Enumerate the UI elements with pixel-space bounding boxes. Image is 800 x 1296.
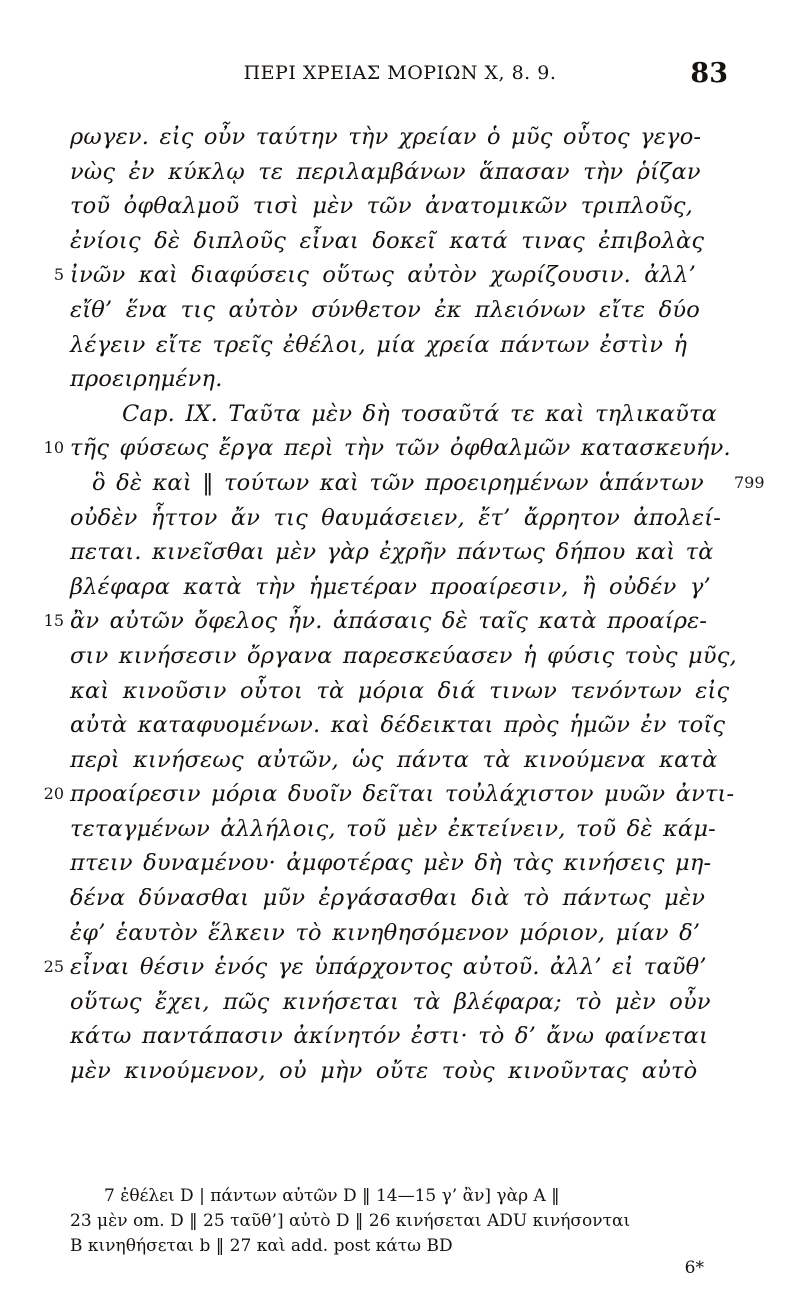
text-line — [70, 328, 730, 363]
apparatus-line: 23 μὲν om. D ‖ 25 ταῦθ’] αὐτὸ D ‖ 26 κινήσεται ADU κινήσονται — [70, 1211, 631, 1231]
line-text: σιν κινήσεσιν ὄργανα παρεσκεύασεν ἡ φύσις τοὺς μῦς, — [70, 642, 737, 669]
text-line — [70, 224, 730, 259]
document-page — [0, 58, 800, 1296]
text-line — [70, 189, 730, 224]
text-line — [70, 501, 730, 536]
main-text-block — [43, 120, 765, 1089]
line-text: τοῦ ὀφθαλμοῦ τισὶ μὲν τῶν ἀνατομικῶν τριπλοῦς, — [70, 193, 694, 220]
line-text: εἴθ’ ἕνα τις αὐτὸν σύνθετον ἐκ πλειόνων εἴτε δύο — [70, 296, 700, 323]
line-text: οὐδὲν ἧττον ἄν τις θαυμάσειεν, ἔτ’ ἄρρητον ἀπολεί- — [70, 504, 722, 531]
text-line — [70, 155, 730, 190]
line-text: προειρημένη. — [70, 366, 223, 393]
line-text: πεται. κινεῖσθαι μὲν γὰρ ἐχρῆν πάντως δήπου καὶ τὰ — [70, 539, 714, 566]
text-line — [70, 985, 730, 1020]
line-text: ρωγεν. εἰς οὖν ταύτην τὴν χρείαν ὁ μῦς οὗτος γεγο- — [70, 124, 702, 150]
text-line — [70, 674, 730, 709]
line-text: πτειν δυναμένου· ἀμφοτέρας μὲν δὴ τὰς κινήσεις μη- — [70, 850, 712, 877]
line-text: νὼς ἐν κύκλῳ τε περιλαμβάνων ἅπασαν τὴν ῥίζαν — [70, 158, 701, 185]
text-line — [43, 950, 730, 985]
signature-mark: 6* — [684, 1258, 704, 1278]
text-line — [70, 120, 730, 155]
line-text: προαίρεσιν μόρια δυοῖν δεῖται τοὐλάχιστον μυῶν ἀντι- — [70, 781, 735, 808]
text-line — [70, 881, 730, 916]
text-line — [43, 604, 730, 639]
line-text: βλέφαρα κατὰ τὴν ἡμετέραν προαίρεσιν, ἢ οὐδέν γ’ — [70, 573, 711, 600]
line-text: οὕτως ἔχει, πῶς κινήσεται τὰ βλέφαρα; τὸ μὲν οὖν — [70, 988, 711, 1015]
running-title: ΠΕΡΙ ΧΡΕΙΑΣ ΜΟΡΙΩΝ Χ, 8. 9. — [243, 62, 557, 84]
text-line — [70, 846, 730, 881]
page-header — [0, 58, 800, 96]
text-line — [53, 258, 730, 293]
text-line — [70, 708, 730, 743]
margin-reference: 799 — [734, 472, 765, 492]
text-line — [70, 639, 737, 674]
line-text: ἐνίοις δὲ διπλοῦς εἶναι δοκεῖ κατά τινας ἐπιβολὰς — [70, 227, 705, 254]
line-text: εἶναι θέσιν ἑνός γε ὑπάρχοντος αὐτοῦ. ἀλλ’ εἰ ταῦθ’ — [70, 954, 707, 981]
text-line — [70, 535, 730, 570]
line-number: 5 — [53, 265, 64, 285]
line-text: αὐτὰ καταφυομένων. καὶ δέδεικται πρὸς ἡμῶν ἐν τοῖς — [70, 712, 726, 739]
line-text: ὃ δὲ καὶ ‖ τούτων καὶ τῶν προειρημένων ἁπάντων — [92, 469, 704, 496]
line-text: περὶ κινήσεως αὐτῶν, ὡς πάντα τὰ κινούμενα κατὰ — [70, 746, 718, 773]
text-line — [70, 916, 730, 951]
line-text: τῆς φύσεως ἔργα περὶ τὴν τῶν ὀφθαλμῶν κατασκευήν. — [70, 435, 731, 462]
line-text: ἂν αὐτῶν ὄφελος ἦν. ἁπάσαις δὲ ταῖς κατὰ προαίρε- — [70, 608, 708, 635]
text-line — [43, 777, 735, 812]
line-text: τεταγμένων ἀλλήλοις, τοῦ μὲν ἐκτείνειν, τοῦ δὲ κάμ- — [70, 815, 716, 842]
line-number: 15 — [43, 611, 64, 631]
line-text: μὲν κινούμενον, οὐ μὴν οὔτε τοὺς κινοῦντας αὐτὸ — [70, 1058, 698, 1085]
line-text: ἐφ’ ἑαυτὸν ἕλκειν τὸ κινηθησόμενον μόριον, μίαν δ’ — [70, 919, 701, 946]
text-line — [70, 362, 730, 397]
line-text: ἰνῶν καὶ διαφύσεις οὕτως αὐτὸν χωρίζουσιν. ἀλλ’ — [70, 262, 696, 289]
line-number: 25 — [43, 957, 64, 977]
line-number: 10 — [43, 438, 64, 458]
line-text: Cap. IX. Ταῦτα μὲν δὴ τοσαῦτά τε καὶ τηλικαῦτα — [122, 400, 718, 427]
line-number: 20 — [43, 784, 64, 804]
text-line — [70, 812, 730, 847]
text-line — [70, 466, 765, 501]
line-text: δένα δύνασθαι μῦν ἐργάσασθαι διὰ τὸ πάντως μὲν — [70, 885, 706, 912]
text-line — [70, 1054, 730, 1089]
apparatus-line: 7 ἐθέλει D | πάντων αὐτῶν D ‖ 14—15 γ’ ἂν] γὰρ A ‖ — [104, 1186, 560, 1206]
line-text: λέγειν εἴτε τρεῖς ἐθέλοι, μία χρεία πάντων ἐστὶν ἡ — [70, 331, 688, 358]
line-text: καὶ κινοῦσιν οὗτοι τὰ μόρια διά τινων τενόντων εἰς — [70, 677, 730, 704]
apparatus-line: B κινηθήσεται b ‖ 27 καὶ add. post κάτω BD — [70, 1236, 453, 1256]
text-line — [70, 570, 730, 605]
text-line — [70, 397, 730, 432]
text-line — [70, 1019, 730, 1054]
page-number: 83 — [690, 58, 728, 89]
apparatus-criticus — [70, 1184, 738, 1259]
line-text: κάτω παντάπασιν ἀκίνητόν ἐστι· τὸ δ’ ἄνω φαίνεται — [70, 1023, 709, 1050]
text-line — [43, 431, 731, 466]
text-line — [70, 743, 730, 778]
text-line — [70, 293, 730, 328]
